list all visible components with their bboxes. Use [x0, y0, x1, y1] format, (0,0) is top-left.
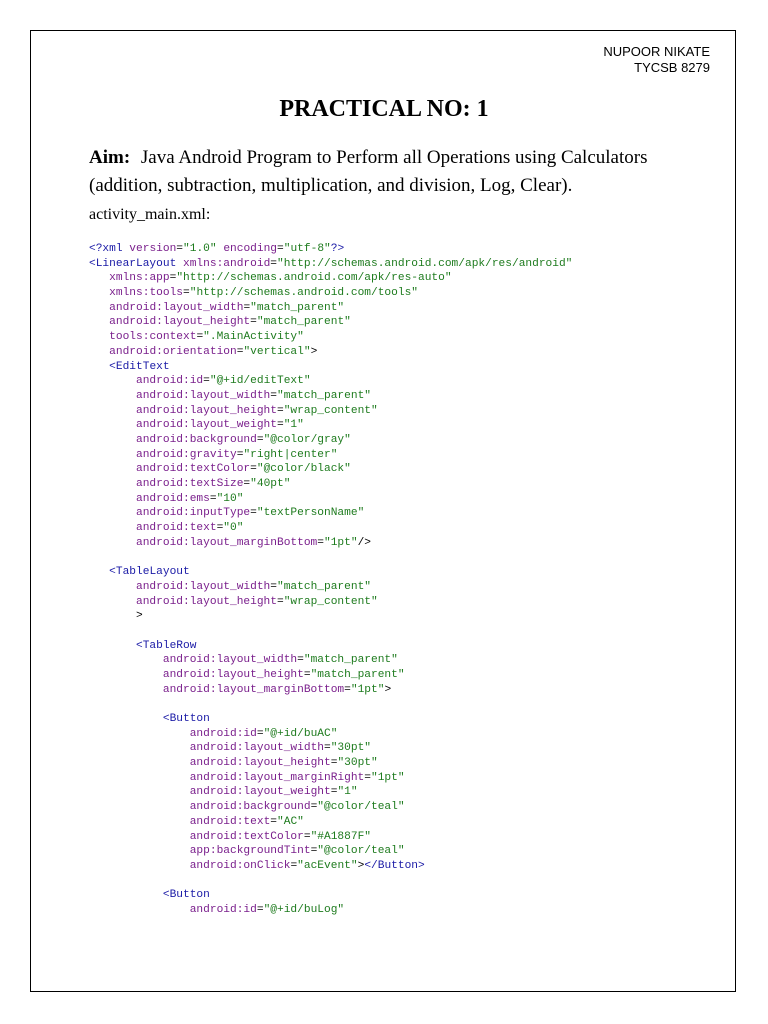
code-token-val: "1pt"	[350, 683, 385, 696]
code-line	[89, 315, 572, 330]
code-token-val: "40pt"	[250, 478, 291, 490]
code-token-txt: =	[277, 595, 284, 608]
code-token-attr: android:ems	[136, 492, 210, 505]
code-token-txt	[89, 713, 163, 725]
code-token-val: "@+id/buLog"	[263, 903, 345, 916]
code-token-tag: <Button	[162, 713, 210, 725]
code-line	[89, 874, 572, 889]
code-token-val: "wrap_content"	[283, 404, 378, 417]
code-token-attr: android:layout_height	[136, 404, 277, 417]
code-token-txt: >	[310, 345, 318, 358]
code-token-val: "@color/black"	[256, 463, 351, 476]
code-token-tag: <TableLayout	[109, 566, 190, 579]
aim-text: Java Android Program to Perform all Operations using Calculators (addition, subtraction, multiplication, and division, Log, Clear).	[89, 147, 648, 196]
code-line	[89, 433, 572, 448]
code-token-val: "@+id/buAC"	[263, 727, 338, 740]
code-line	[89, 639, 572, 654]
code-token-txt: =	[303, 668, 311, 681]
code-line	[89, 462, 572, 477]
code-token-attr: version	[129, 243, 177, 255]
code-token-attr: android:orientation	[109, 345, 237, 358]
code-token-tag: <LinearLayout	[89, 257, 183, 270]
code-token-val: "@+id/editText"	[209, 375, 311, 388]
code-token-tag: <Button	[162, 889, 210, 902]
code-token-txt: =	[324, 742, 331, 755]
code-token-txt: =	[250, 463, 257, 476]
code-line	[89, 330, 572, 345]
file-label: activity_main.xml:	[89, 206, 211, 223]
code-token-txt	[89, 449, 136, 461]
code-line	[89, 521, 572, 536]
code-token-txt	[89, 405, 136, 417]
code-token-txt: =	[243, 478, 251, 490]
code-token-txt	[89, 596, 136, 608]
code-token-txt: =	[277, 243, 284, 255]
code-line	[89, 448, 572, 463]
code-token-attr: android:textColor	[189, 830, 304, 843]
code-token-txt: =	[250, 507, 257, 520]
code-token-val: "http://schemas.android.com/tools"	[189, 287, 418, 300]
code-token-attr: android:layout_width	[136, 389, 271, 402]
code-token-txt	[89, 463, 136, 475]
code-token-txt	[89, 684, 163, 696]
code-token-txt	[89, 478, 136, 490]
code-token-txt: =	[243, 301, 251, 314]
code-token-txt: =	[270, 257, 277, 270]
code-token-txt	[89, 772, 190, 784]
code-token-txt	[89, 786, 190, 798]
code-token-txt: =	[256, 727, 264, 740]
code-line	[89, 712, 572, 727]
code-token-txt: >	[384, 683, 392, 696]
code-token-val: "1"	[283, 419, 304, 432]
code-token-val: "1pt"	[324, 536, 358, 549]
code-token-txt	[89, 302, 109, 314]
code-token-txt: >	[89, 610, 143, 623]
code-token-txt	[89, 522, 136, 534]
code-line	[89, 653, 572, 668]
code-token-txt: =	[277, 404, 284, 417]
code-token-txt: =	[216, 522, 224, 535]
code-token-val: "@color/teal"	[317, 845, 405, 858]
code-line	[89, 506, 572, 521]
code-token-txt: =	[176, 243, 184, 255]
code-token-txt	[89, 742, 190, 754]
code-token-attr: android:background	[189, 801, 311, 814]
code-token-attr: android:onClick	[189, 859, 291, 872]
code-token-attr: xmlns:tools	[109, 287, 184, 300]
code-token-txt	[89, 272, 109, 284]
code-token-txt: =	[169, 272, 177, 285]
code-token-txt: =	[236, 345, 244, 358]
code-token-attr: android:layout_height	[109, 316, 251, 329]
code-token-txt	[89, 801, 190, 813]
code-token-val: "right|center"	[243, 448, 338, 461]
code-token-txt: =	[183, 287, 190, 300]
code-token-txt: =	[270, 580, 277, 593]
author-id: TYCSB 8279	[634, 60, 710, 75]
page-title: PRACTICAL NO: 1	[279, 96, 489, 122]
code-token-txt: =	[297, 654, 304, 667]
code-token-txt: =	[277, 419, 284, 432]
code-line	[89, 668, 572, 683]
code-line	[89, 550, 572, 565]
code-token-txt: =	[317, 536, 324, 549]
code-token-txt: =	[270, 815, 278, 828]
code-token-txt: />	[357, 536, 372, 549]
code-token-tag: <EditText	[109, 360, 170, 373]
code-line	[89, 815, 572, 830]
code-token-val: "vertical"	[243, 345, 311, 358]
code-token-txt: =	[303, 830, 311, 843]
code-line	[89, 800, 572, 815]
code-token-tag: <TableRow	[136, 639, 197, 652]
code-token-val: "@color/teal"	[317, 801, 405, 814]
code-line	[89, 477, 572, 492]
code-token-val: "1"	[337, 786, 358, 799]
code-line	[89, 756, 572, 771]
code-token-txt	[89, 845, 190, 857]
code-token-txt	[89, 669, 163, 681]
code-line	[89, 345, 572, 360]
code-token-txt	[89, 860, 190, 872]
code-line	[89, 830, 572, 845]
code-token-txt	[89, 757, 190, 769]
code-line	[89, 242, 572, 257]
code-token-txt	[89, 566, 109, 578]
code-token-attr: xmlns:android	[183, 257, 271, 270]
code-token-val: "match_parent"	[277, 580, 371, 593]
code-token-val: "match_parent"	[250, 301, 345, 314]
code-line	[89, 595, 572, 610]
code-token-txt	[89, 419, 136, 431]
code-line	[89, 624, 572, 639]
code-token-attr: android:layout_marginRight	[189, 771, 365, 784]
code-token-txt	[89, 581, 136, 593]
code-token-val: "match_parent"	[310, 668, 405, 681]
code-token-attr: android:layout_width	[109, 301, 244, 314]
code-token-txt	[89, 831, 190, 843]
code-token-txt: =	[310, 845, 318, 858]
code-token-val: "utf-8"	[283, 243, 331, 255]
code-token-attr: android:gravity	[136, 448, 237, 461]
code-token-txt: =	[256, 903, 264, 916]
code-line	[89, 389, 572, 404]
aim-paragraph	[89, 144, 719, 200]
code-token-attr: android:layout_height	[162, 668, 304, 681]
code-token-attr: android:layout_width	[162, 654, 298, 667]
code-token-val: "30pt"	[337, 757, 378, 770]
code-token-val: "textPersonName"	[256, 507, 365, 520]
code-line	[89, 565, 572, 580]
code-line	[89, 360, 572, 375]
code-token-attr: xmlns:app	[109, 272, 170, 285]
code-token-val: "match_parent"	[277, 389, 371, 402]
code-token-attr: tools:context	[109, 331, 197, 344]
author-block	[603, 44, 710, 76]
code-line	[89, 697, 572, 712]
code-token-attr: android:layout_marginBottom	[136, 536, 318, 549]
code-token-val: "match_parent"	[303, 654, 398, 667]
code-line	[89, 301, 572, 316]
code-token-txt	[89, 654, 163, 666]
code-token-val: "1.0"	[183, 243, 217, 255]
code-token-attr: android:layout_width	[136, 580, 271, 593]
code-token-txt	[89, 493, 136, 505]
code-line	[89, 888, 572, 903]
code-token-attr: android:textColor	[136, 463, 251, 476]
author-name: NUPOOR NIKATE	[603, 44, 710, 59]
code-token-txt	[89, 331, 109, 343]
code-line	[89, 492, 572, 507]
code-line	[89, 727, 572, 742]
code-token-attr: android:id	[136, 375, 204, 388]
code-token-val: "wrap_content"	[283, 595, 378, 608]
code-token-txt: =	[236, 448, 244, 461]
code-token-txt: =	[330, 786, 338, 799]
code-token-attr: encoding	[223, 243, 278, 255]
code-token-txt	[89, 316, 109, 328]
code-token-val: ".MainActivity"	[203, 331, 304, 344]
code-token-txt	[89, 375, 136, 387]
code-token-attr: android:background	[136, 433, 257, 446]
code-token-val: "#A1887F"	[310, 830, 372, 843]
code-line	[89, 374, 572, 389]
code-token-txt	[89, 537, 136, 549]
code-line	[89, 683, 572, 698]
code-token-txt: >	[357, 859, 365, 872]
code-token-attr: android:inputType	[136, 507, 251, 520]
code-token-attr: android:layout_weight	[136, 419, 277, 432]
code-token-val: "http://schemas.android.com/apk/res-auto"	[176, 272, 452, 285]
code-token-txt: =	[250, 316, 257, 329]
code-token-tag: <?xml	[89, 243, 130, 255]
code-token-val: "acEvent"	[297, 859, 358, 872]
code-token-attr: android:text	[136, 522, 217, 535]
code-token-val: "10"	[216, 492, 244, 505]
code-token-attr: android:text	[189, 815, 271, 828]
code-token-attr: android:layout_weight	[189, 786, 331, 799]
code-line	[89, 903, 572, 918]
code-token-attr: android:id	[189, 903, 257, 916]
code-token-txt	[89, 904, 190, 916]
code-line	[89, 271, 572, 286]
code-token-txt	[89, 889, 163, 901]
code-token-val: "http://schemas.android.com/apk/res/android"	[277, 257, 573, 270]
code-token-val: "match_parent"	[256, 316, 351, 329]
code-line	[89, 609, 572, 624]
code-token-txt: =	[344, 683, 351, 696]
code-token-txt: =	[256, 433, 264, 446]
code-token-val: "AC"	[277, 815, 304, 828]
code-line	[89, 257, 572, 272]
code-line	[89, 844, 572, 859]
code-line	[89, 536, 572, 551]
code-block	[89, 242, 572, 918]
code-line	[89, 580, 572, 595]
code-token-txt	[89, 287, 109, 299]
code-line	[89, 859, 572, 874]
code-token-txt: =	[330, 757, 338, 770]
code-line	[89, 771, 572, 786]
code-token-attr: android:layout_height	[136, 595, 277, 608]
code-token-val: "0"	[223, 522, 244, 535]
code-token-txt: =	[209, 492, 217, 505]
code-token-txt: =	[203, 375, 210, 388]
code-token-val: "@color/gray"	[263, 433, 351, 446]
code-token-attr: android:id	[189, 727, 257, 740]
code-token-tag: </Button>	[364, 859, 425, 872]
code-token-txt	[89, 640, 136, 652]
code-token-val: "1pt"	[371, 771, 405, 784]
code-token-txt	[89, 507, 136, 519]
code-line	[89, 404, 572, 419]
code-token-txt: =	[270, 389, 277, 402]
code-token-attr: app:backgroundTint	[189, 845, 311, 858]
code-token-tag: ?>	[330, 243, 345, 255]
code-line	[89, 785, 572, 800]
code-line	[89, 286, 572, 301]
code-line	[89, 418, 572, 433]
code-token-txt	[89, 728, 190, 740]
code-token-txt: =	[364, 771, 371, 784]
code-token-txt: =	[310, 801, 318, 814]
code-token-attr: android:textSize	[136, 478, 244, 490]
code-token-txt: =	[290, 859, 298, 872]
code-token-txt	[89, 346, 109, 358]
code-token-attr: android:layout_marginBottom	[162, 683, 345, 696]
code-token-txt: =	[196, 331, 204, 344]
code-line	[89, 741, 572, 756]
code-token-txt	[89, 434, 136, 446]
code-token-attr: android:layout_width	[189, 742, 324, 755]
code-token-txt	[89, 390, 136, 402]
aim-label: Aim:	[89, 147, 131, 168]
code-token-attr: android:layout_height	[189, 757, 331, 770]
code-token-val: "30pt"	[330, 742, 372, 755]
code-token-txt	[89, 361, 109, 373]
code-token-txt	[89, 816, 190, 828]
